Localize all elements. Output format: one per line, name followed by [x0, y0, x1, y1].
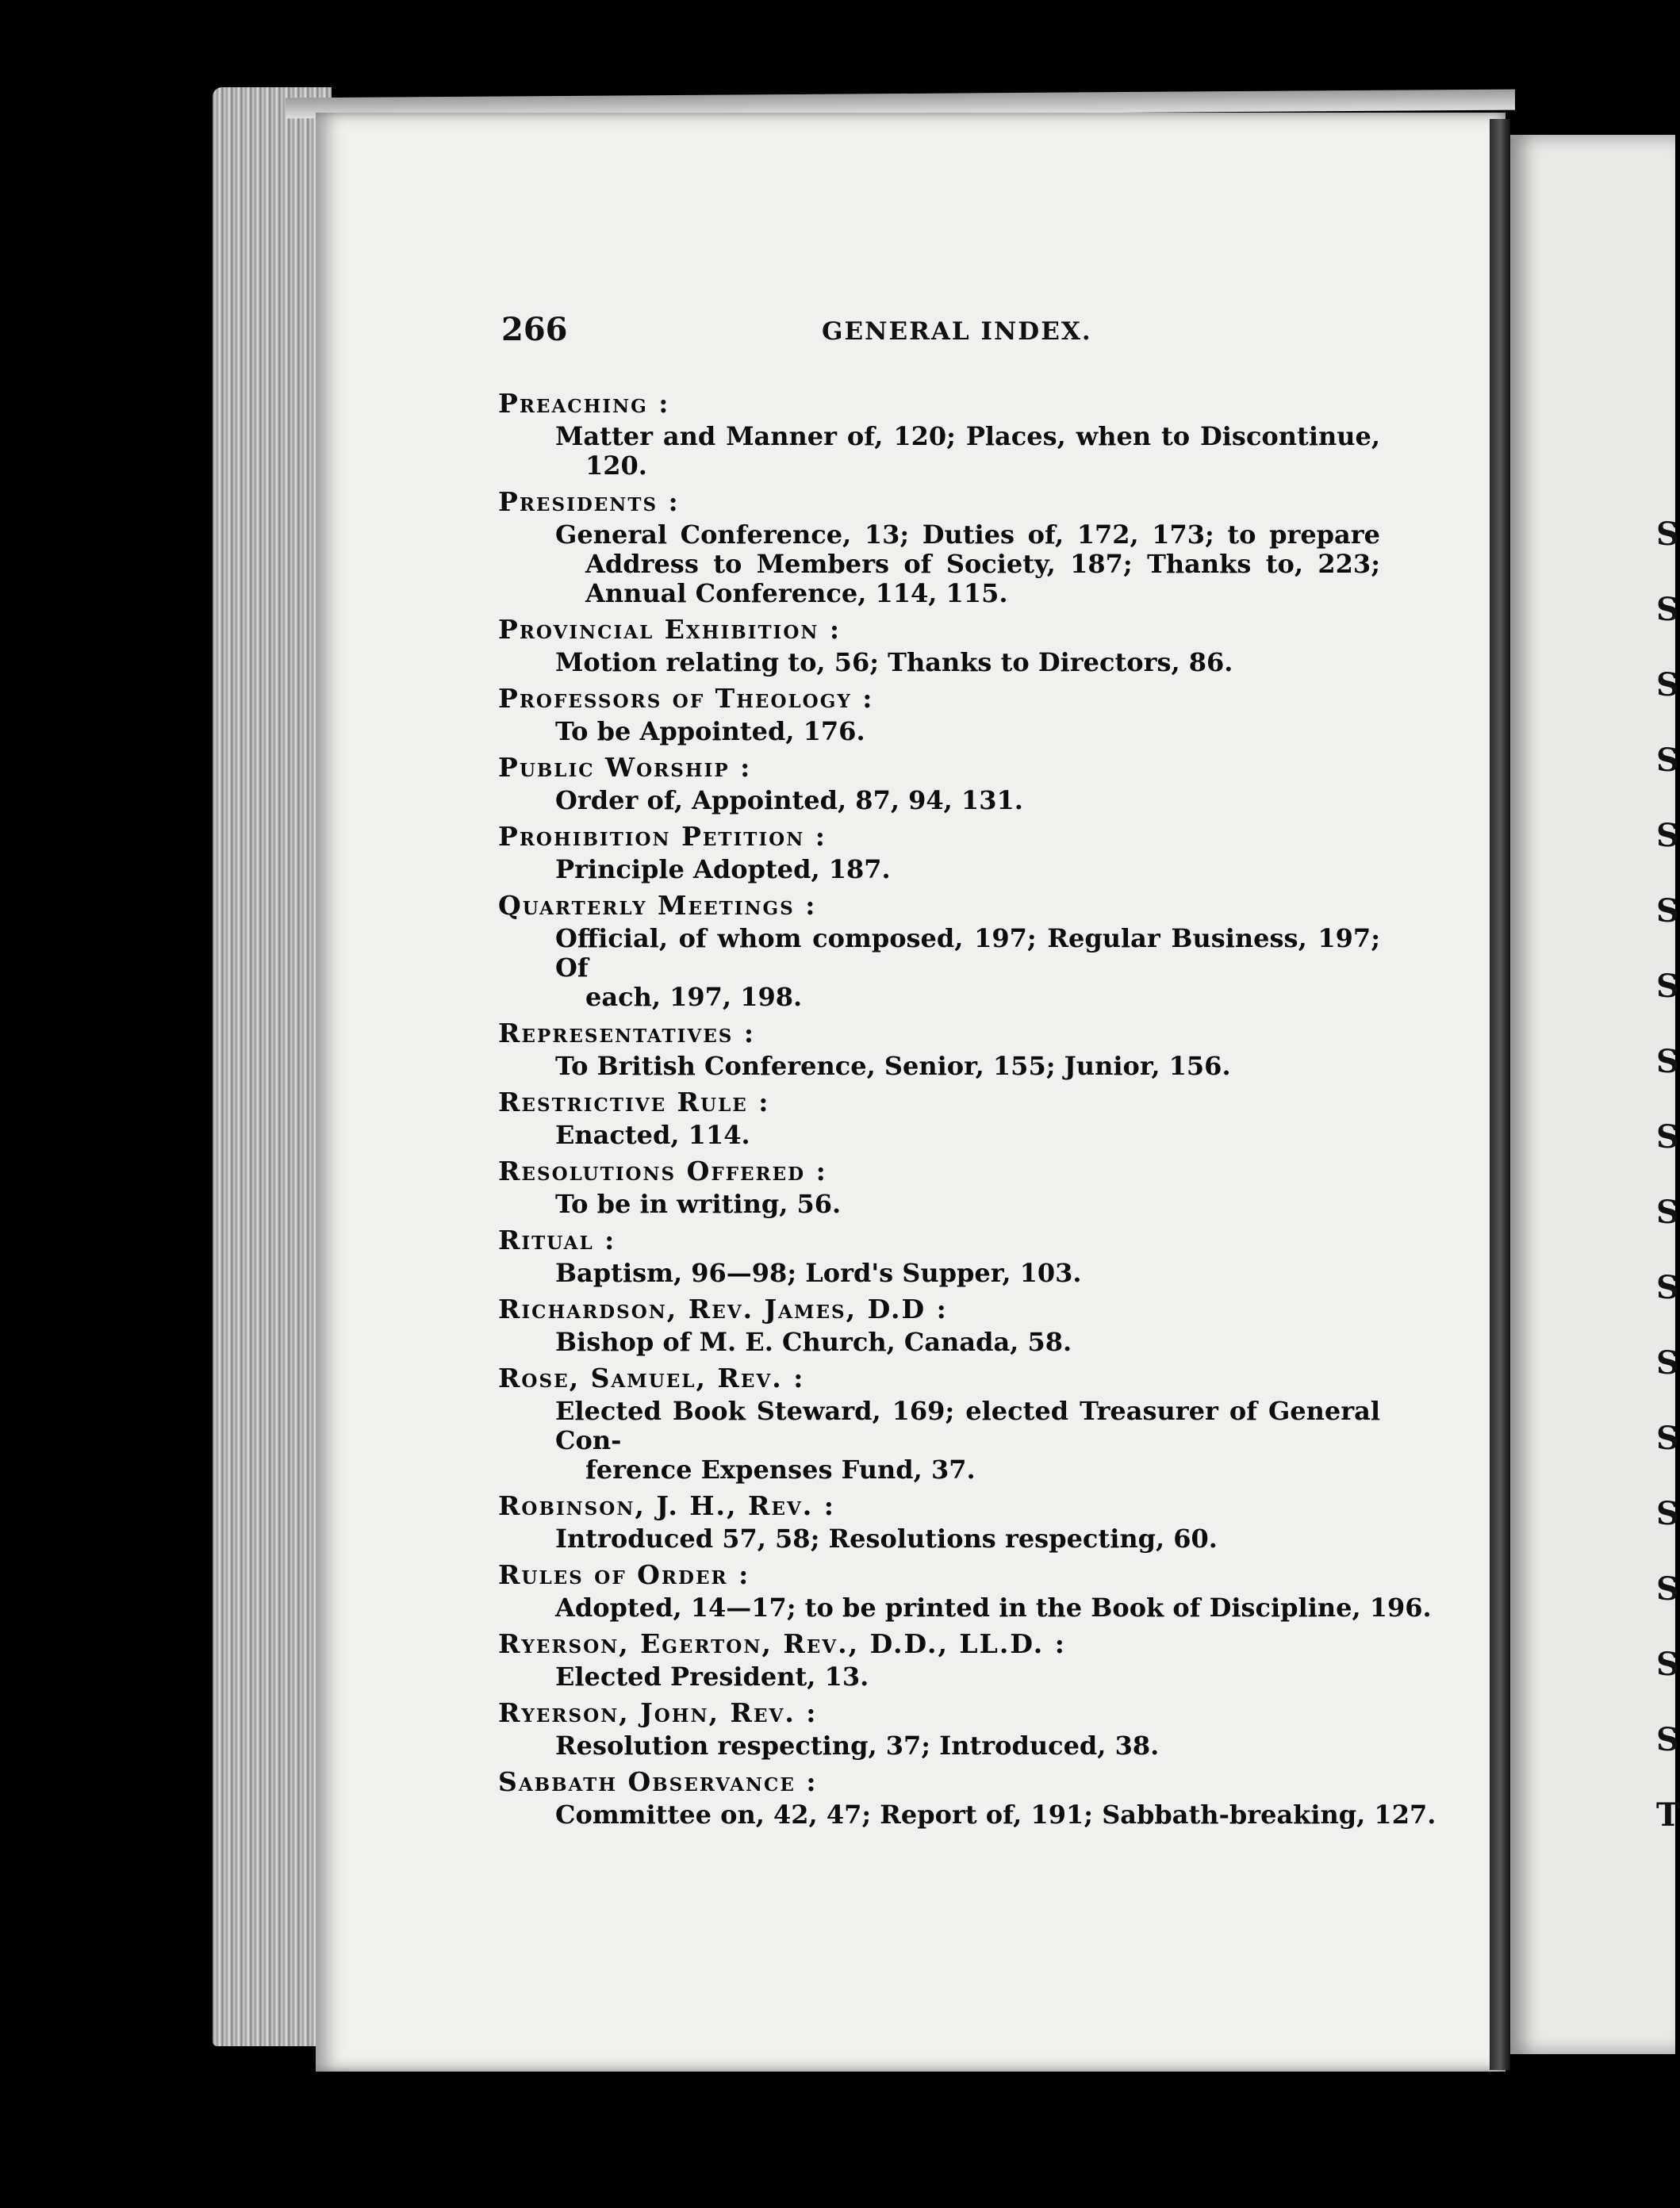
index-subentry	[498, 520, 1380, 608]
index-heading: Ryerson, John, Rev. :	[498, 1697, 818, 1728]
index-entry	[498, 1291, 1380, 1357]
index-heading: Public Worship :	[498, 752, 752, 783]
index-heading: Sabbath Observance :	[498, 1766, 818, 1797]
facing-page-glyph: S	[1656, 817, 1679, 854]
facing-page-glyph: T	[1656, 1796, 1680, 1834]
book-gutter	[1490, 119, 1510, 2070]
index-entry	[498, 749, 1380, 815]
index-entry	[498, 1764, 1436, 1830]
index-subentry	[498, 1731, 1380, 1761]
facing-page-glyph: S	[1656, 1118, 1679, 1156]
index-subentry-line: Annual Conference, 114, 115.	[585, 578, 1008, 608]
index-subentry-line: Address to Members of Society, 187; Thanks to, 223;	[585, 549, 1380, 579]
index-heading: Ryerson, Egerton, Rev., D.D., LL.D. :	[498, 1628, 1066, 1659]
facing-page-glyph: S	[1656, 1495, 1679, 1532]
facing-page-glyph: S	[1656, 1721, 1679, 1758]
index-heading: Representatives :	[498, 1018, 756, 1048]
index-subentry-line: ference Expenses Fund, 37.	[585, 1455, 976, 1485]
index-subentry	[498, 786, 1380, 815]
index-heading: Prohibition Petition :	[498, 821, 827, 852]
index-heading: Rose, Samuel, Rev. :	[498, 1363, 805, 1393]
index-entry	[498, 1222, 1380, 1288]
index-subentry	[498, 1800, 1436, 1830]
index-subentry-line: Introduced 57, 58; Resolutions respecting, 60.	[555, 1524, 1218, 1554]
index-entry	[498, 1153, 1380, 1219]
index-subentry	[498, 1259, 1380, 1288]
index-subentry	[498, 648, 1380, 677]
index-heading: Robinson, J. H., Rev. :	[498, 1490, 835, 1521]
index-entry	[498, 1084, 1380, 1150]
index-subentry	[498, 1328, 1380, 1357]
index-subentry-line: Elected Book Steward, 169; elected Treasurer of General Con-	[555, 1396, 1380, 1455]
index-subentry	[498, 1524, 1380, 1554]
index-subentry	[498, 1052, 1380, 1081]
index-entry	[498, 1360, 1380, 1485]
index-entry	[498, 818, 1380, 884]
index-entry	[498, 611, 1380, 677]
index-entry	[498, 385, 1380, 481]
index-heading: Richardson, Rev. James, D.D :	[498, 1294, 948, 1324]
index-subentry-line: Baptism, 96—98; Lord's Supper, 103.	[555, 1258, 1082, 1288]
index-subentry-line: Committee on, 42, 47; Report of, 191; Sabbath-breaking, 127.	[555, 1800, 1436, 1830]
facing-page-glyph: S	[1656, 1194, 1679, 1231]
index-subentry-line: Motion relating to, 56; Thanks to Directors, 86.	[555, 647, 1233, 677]
facing-page-glyph: S	[1656, 1344, 1679, 1382]
index-entry	[498, 1488, 1380, 1554]
index-heading: Rules of Order :	[498, 1559, 750, 1590]
index-heading: Resolutions Offered :	[498, 1156, 827, 1186]
index-entry	[498, 1626, 1380, 1692]
index-entry	[498, 887, 1380, 1012]
facing-page-glyph: S	[1656, 1646, 1679, 1683]
index-heading: Restrictive Rule :	[498, 1087, 770, 1117]
index-subentry	[498, 1190, 1380, 1219]
index-entry	[498, 1695, 1380, 1761]
facing-page-glyph: S	[1656, 742, 1679, 779]
index-heading: Preaching :	[498, 388, 670, 419]
index-subentry	[498, 717, 1380, 746]
facing-page-glyph: S	[1656, 591, 1679, 628]
running-title: GENERAL INDEX.	[822, 317, 1092, 346]
facing-page-glyph: S	[1656, 1570, 1679, 1608]
facing-page-glyph: S	[1656, 516, 1679, 553]
facing-page	[1510, 135, 1675, 2054]
index-subentry	[498, 924, 1380, 1012]
index-subentry	[498, 1593, 1432, 1623]
index-entry	[498, 1557, 1432, 1623]
index-entry	[498, 1015, 1380, 1081]
index-subentry-line: Matter and Manner of, 120; Places, when to Discontinue,	[555, 421, 1380, 451]
index-heading: Professors of Theology :	[498, 683, 874, 714]
index-subentry-line: Adopted, 14—17; to be printed in the Book of Discipline, 196.	[555, 1593, 1432, 1623]
book-page-edges	[213, 87, 332, 2046]
facing-page-glyph: S	[1656, 666, 1679, 703]
index-subentry-line: To British Conference, Senior, 155; Junior, 156.	[555, 1051, 1231, 1081]
index-heading: Ritual :	[498, 1225, 616, 1255]
index-entry	[498, 680, 1380, 746]
index-subentry-line: Resolution respecting, 37; Introduced, 38.	[555, 1731, 1160, 1761]
index-heading: Presidents :	[498, 486, 680, 517]
index-subentry-line: General Conference, 13; Duties of, 172, 173; to prepare	[555, 519, 1380, 550]
index-subentry	[498, 1662, 1380, 1692]
facing-page-glyph: S	[1656, 892, 1679, 930]
page-number: 266	[501, 311, 568, 348]
index-subentry-line: Enacted, 114.	[555, 1120, 750, 1150]
index-subentry-line: To be Appointed, 176.	[555, 716, 865, 746]
index-subentry-line: Order of, Appointed, 87, 94, 131.	[555, 785, 1023, 815]
index-subentry	[498, 1121, 1380, 1150]
index-subentry-line: 120.	[585, 450, 647, 481]
facing-page-glyph: S	[1656, 968, 1679, 1005]
index-entry	[498, 484, 1380, 608]
facing-page-glyph: S	[1656, 1420, 1679, 1457]
index-heading: Provincial Exhibition :	[498, 614, 842, 645]
facing-page-glyph: S	[1656, 1043, 1679, 1080]
index-subentry-line: To be in writing, 56.	[555, 1189, 842, 1219]
index-subentry	[498, 855, 1380, 884]
index-subentry-line: Elected President, 13.	[555, 1662, 869, 1692]
index-subentry-line: Principle Adopted, 187.	[555, 854, 891, 884]
index-subentry-line: each, 197, 198.	[585, 982, 803, 1012]
index-heading: Quarterly Meetings :	[498, 890, 817, 921]
index-list	[498, 385, 1436, 1833]
facing-page-glyph: S	[1656, 1269, 1679, 1306]
index-subentry-line: Bishop of M. E. Church, Canada, 58.	[555, 1327, 1072, 1357]
index-subentry	[498, 422, 1380, 481]
index-subentry-line: Official, of whom composed, 197; Regular Business, 197; Of	[555, 923, 1380, 983]
index-subentry	[498, 1397, 1380, 1485]
